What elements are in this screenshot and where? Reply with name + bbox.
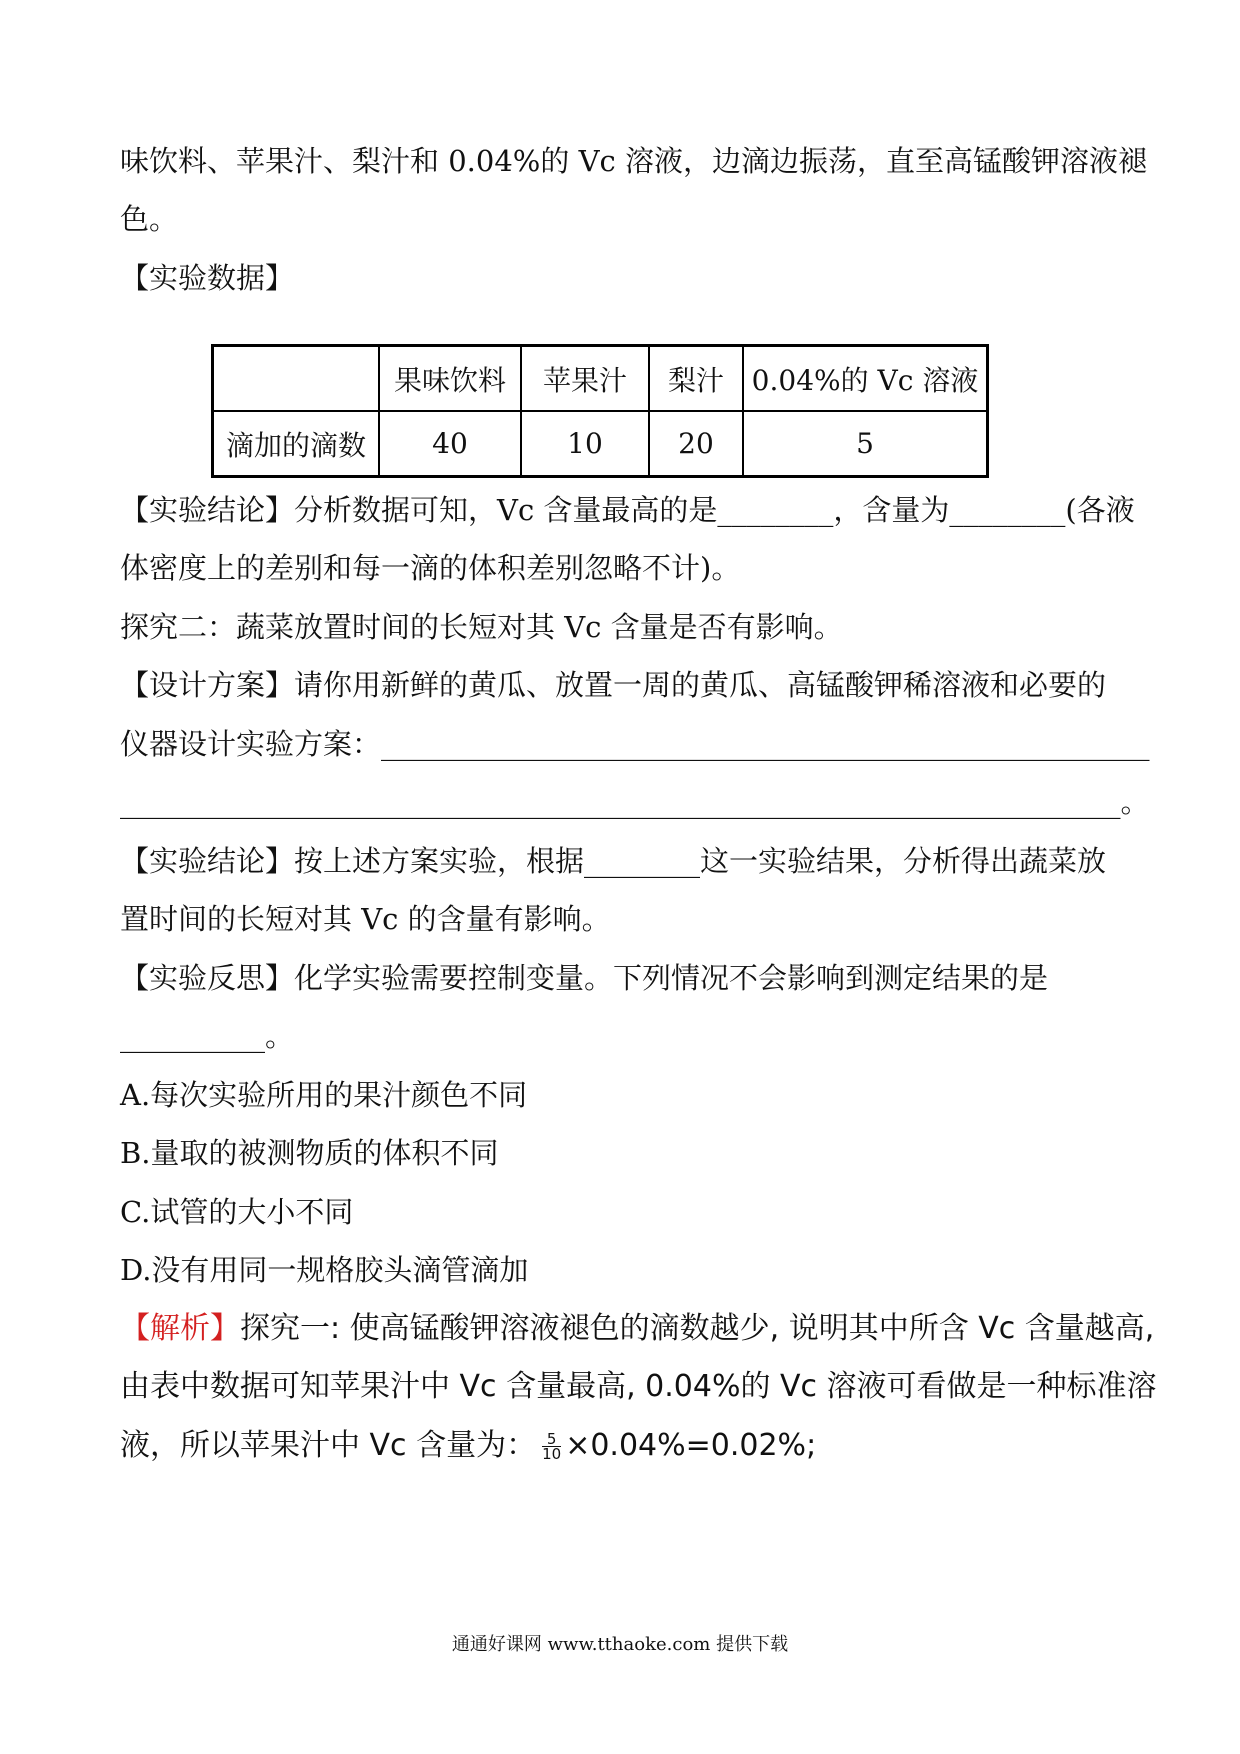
analysis-text-3-pre: 液，所以苹果汁中 Vc 含量为： [120, 1428, 537, 1463]
data-table [211, 344, 989, 478]
option-a: A.每次实验所用的果汁颜色不同 [120, 1078, 528, 1112]
text-line-13: __________。 [120, 1019, 295, 1053]
text-line-12: 【实验反思】化学实验需要控制变量。下列情况不会影响到测定结果的是 [120, 961, 1049, 995]
option-c: C.试管的大小不同 [120, 1195, 354, 1229]
fraction-denominator: 10 [542, 1445, 562, 1463]
analysis-line-1 [120, 1309, 1155, 1349]
table-header-cell: 苹果汁 [521, 346, 649, 412]
option-b: B.量取的被测物质的体积不同 [120, 1136, 499, 1170]
table-cell: 10 [521, 411, 649, 477]
table-header-cell [213, 346, 380, 412]
table-row [213, 411, 988, 477]
text-line-11: 置时间的长短对其 Vc 的含量有影响。 [120, 902, 611, 936]
section-heading-experiment-data: 【实验数据】 [120, 261, 295, 295]
table-header-cell: 梨汁 [649, 346, 743, 412]
table-header-cell: 果味饮料 [379, 346, 521, 412]
analysis-text-1: 探究一: 使高锰酸钾溶液褪色的滴数越少, 说明其中所含 Vc 含量越高, [240, 1311, 1155, 1346]
table-header-cell: 0.04%的 Vc 溶液 [743, 346, 988, 412]
option-d: D.没有用同一规格胶头滴管滴加 [120, 1253, 529, 1287]
fraction-numerator: 5 [542, 1432, 561, 1447]
text-line-10: 【实验结论】按上述方案实验，根据________这一实验结果，分析得出蔬菜放 [120, 844, 1107, 878]
table-header-row [213, 346, 988, 412]
text-line-7: 【设计方案】请你用新鲜的黄瓜、放置一周的黄瓜、高锰酸钾稀溶液和必要的 [120, 668, 1107, 702]
fraction [542, 1432, 561, 1461]
table-cell: 20 [649, 411, 743, 477]
text-line-4: 【实验结论】分析数据可知，Vc 含量最高的是________，含量为________(各液 [120, 493, 1135, 527]
text-line-5: 体密度上的差别和每一滴的体积差别忽略不计)。 [120, 551, 741, 585]
page-footer: 通通好课网 www.tthaoke.com 提供下载 [451, 1634, 789, 1655]
table-row-label: 滴加的滴数 [213, 411, 380, 477]
text-line-9: _____________________________________________________________________。 [120, 785, 1150, 819]
text-line-2: 色。 [120, 202, 179, 236]
analysis-line-2: 由表中数据可知苹果汁中 Vc 含量最高, 0.04%的 Vc 溶液可看做是一种标准溶 [120, 1369, 1157, 1404]
text-line-6: 探究二：蔬菜放置时间的长短对其 Vc 含量是否有影响。 [120, 610, 843, 644]
analysis-tag: 【解析】 [120, 1311, 240, 1346]
text-line-1: 味饮料、苹果汁、梨汁和 0.04%的 Vc 溶液，边滴边振荡，直至高锰酸钾溶液褪 [120, 144, 1147, 178]
analysis-line-3 [120, 1426, 1130, 1466]
text-line-8: 仪器设计实验方案：_____________________________________________________ [120, 727, 1150, 761]
table-cell: 5 [743, 411, 988, 477]
table-cell: 40 [379, 411, 521, 477]
analysis-text-3-post: ×0.04%=0.02%; [565, 1428, 817, 1463]
